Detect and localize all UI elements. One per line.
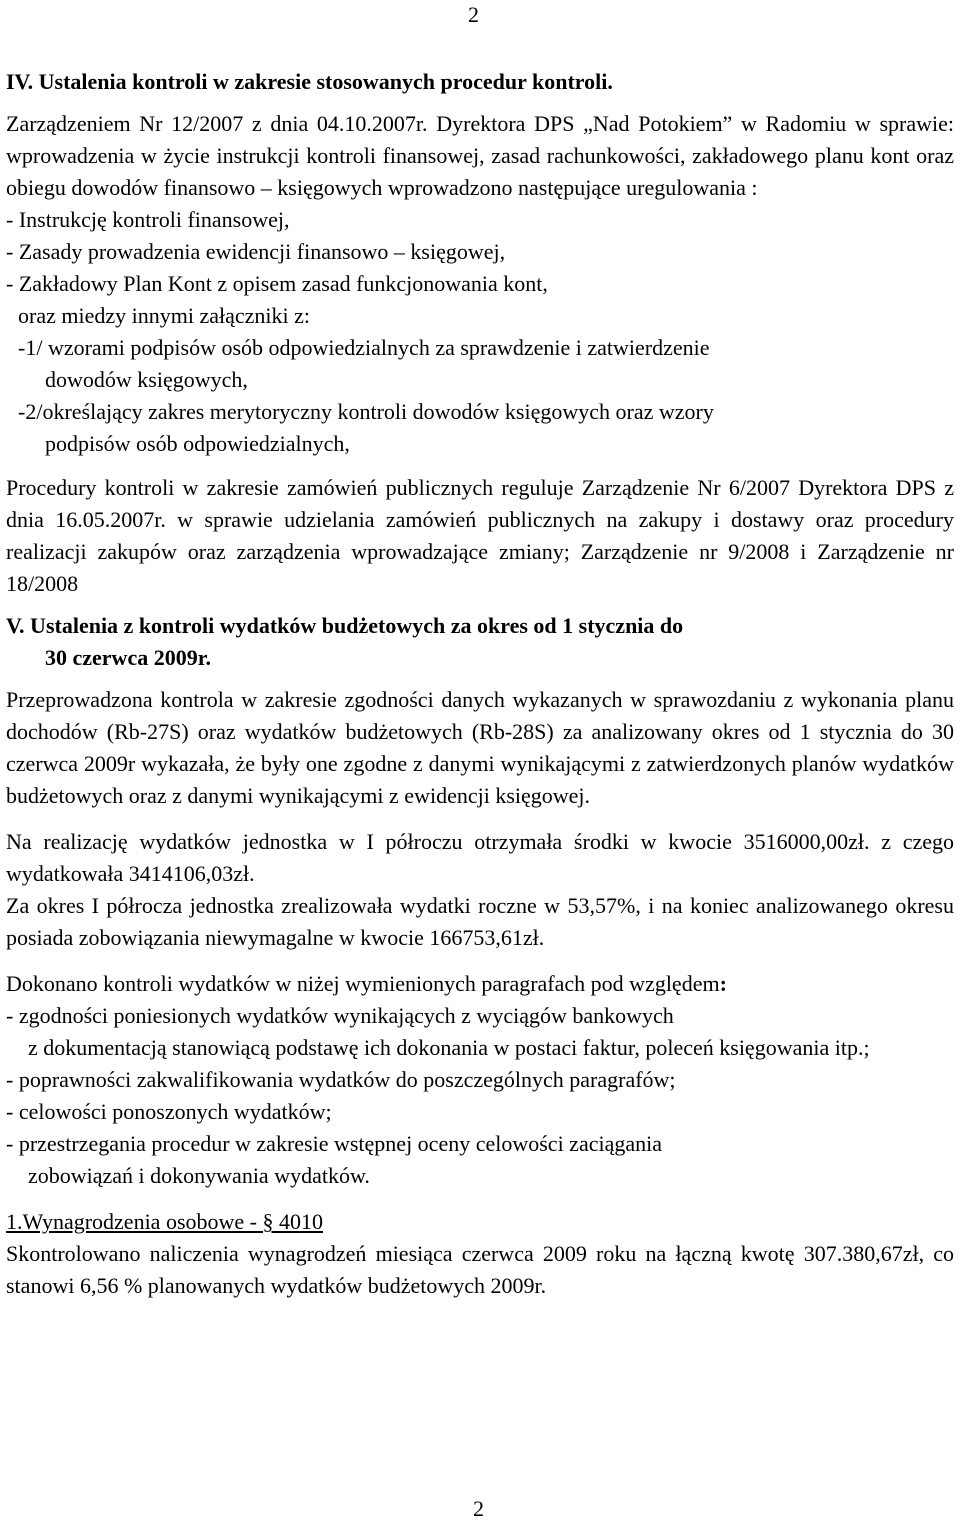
section-v-paragraph-4-colon: : [719, 971, 727, 996]
check-item-1-line: - zgodności poniesionych wydatków wynikających z wyciągów bankowych [6, 1003, 674, 1028]
attachment-2-continuation: podpisów osób odpowiedzialnych, [45, 431, 350, 456]
section-v-paragraph-5: Skontrolowano naliczenia wynagrodzeń miesiąca czerwca 2009 roku na łączną kwotę 307.380,67zł, co stanowi 6,56 % planowanych wydatków budżetowych 2009r. [6, 1241, 954, 1298]
list-item: - Instrukcję kontroli finansowej, [6, 207, 290, 232]
check-item-2: - poprawności zakwalifikowania wydatków do poszczególnych paragrafów; [6, 1067, 676, 1092]
page-number-bottom: 2 [473, 1496, 484, 1521]
attachments-intro: oraz miedzy innymi załączniki z: [18, 303, 310, 328]
check-item-4-line: - przestrzegania procedur w zakresie wstępnej oceny celowości zaciągania [6, 1131, 662, 1156]
spacer [6, 1192, 954, 1206]
section-v-paragraph-3: Za okres I półrocza jednostka zrealizowała wydatki roczne w 53,57%, i na koniec analizowanego okresu posiada zobowiązania niewymagalne w kwocie 166753,61zł. [6, 893, 954, 950]
spacer [6, 812, 954, 826]
check-item-3: - celowości ponoszonych wydatków; [6, 1099, 332, 1124]
attachment-1-line: -1/ wzorami podpisów osób odpowiedzialnych za sprawdzenie i zatwierdzenie [18, 335, 710, 360]
spacer [6, 954, 954, 968]
list-item: - Zasady prowadzenia ewidencji finansowo – księgowej, [6, 239, 506, 264]
section-v-heading-line-1: V. Ustalenia z kontroli wydatków budżetowych za okres od 1 stycznia do [6, 613, 684, 638]
section-v-paragraph-2: Na realizację wydatków jednostka w I półroczu otrzymała środki w kwocie 3516000,00zł. z czego wydatkowała 3414106,03zł. [6, 829, 954, 886]
spacer [6, 460, 954, 472]
check-item-4-continuation: zobowiązań i dokonywania wydatków. [28, 1163, 370, 1188]
subsection-heading-4010: 1.Wynagrodzenia osobowe - § 4010 [6, 1209, 323, 1234]
section-iv-paragraph-1: Zarządzeniem Nr 12/2007 z dnia 04.10.2007r. Dyrektora DPS „Nad Potokiem” w Radomiu w sprawie: wprowadzenia w życie instrukcji kontroli finansowej, zasad rachunkowości, zakładowego planu kont oraz obiegu dowodów finansowo – księgowych wprowadzono następujące uregulowania : [6, 111, 954, 200]
section-v-paragraph-1: Przeprowadzona kontrola w zakresie zgodności danych wykazanych w sprawozdaniu z wykonania planu dochodów (Rb-27S) oraz wydatków budżetowych (Rb-28S) za analizowany okres od 1 stycznia do 30 czerwca 2009r wykazała, że były one zgodne z danymi wynikającymi z zatwierdzonych planów wydatków budżetowych oraz z danymi wynikającymi z ewidencji księgowej. [6, 687, 954, 808]
document-body [6, 66, 954, 1302]
section-iv-paragraph-2: Procedury kontroli w zakresie zamówień publicznych reguluje Zarządzenie Nr 6/2007 Dyrektora DPS z dnia 16.05.2007r. w sprawie udzielania zamówień publicznych na zakupy i dostawy oraz procedury realizacji zakupów oraz zarządzenia wprowadzające zmiany; Zarządzenie nr 9/2008 i Zarządzenie nr 18/2008 [6, 475, 954, 596]
section-v-heading [6, 610, 954, 674]
check-item-1-continuation: z dokumentacją stanowiącą podstawę ich dokonania w postaci faktur, poleceń księgowania itp.; [28, 1035, 870, 1060]
section-v-paragraph-4-text: Dokonano kontroli wydatków w niżej wymienionych paragrafach pod względem [6, 971, 720, 996]
list-item: - Zakładowy Plan Kont z opisem zasad funkcjonowania kont, [6, 271, 548, 296]
attachment-2-line: -2/określający zakres merytoryczny kontroli dowodów księgowych oraz wzory [18, 399, 714, 424]
section-iv-heading: IV. Ustalenia kontroli w zakresie stosowanych procedur kontroli. [6, 69, 613, 94]
attachment-1-continuation: dowodów księgowych, [45, 367, 248, 392]
section-v-heading-line-2: 30 czerwca 2009r. [45, 645, 211, 670]
page-number-top: 2 [468, 2, 479, 27]
section-v-paragraph-4 [6, 968, 954, 1000]
